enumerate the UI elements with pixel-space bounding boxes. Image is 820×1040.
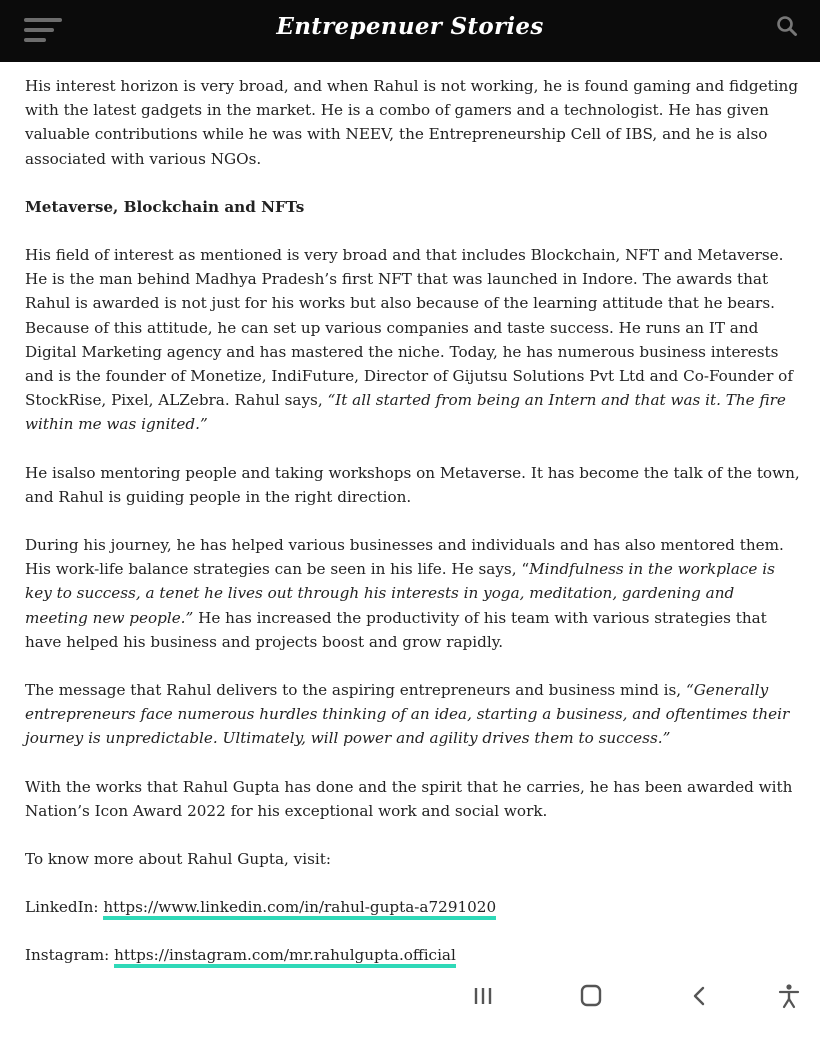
paragraph-text: He has increased the productivity of his team with various strategies that have helped his business and projects boost and grow rapidly. bbox=[25, 608, 767, 651]
paragraph-award: With the works that Rahul Gupta has done and the spirit that he carries, he has been awarded with Nation’s Icon Award 2022 for his exceptional work and social work. bbox=[25, 777, 793, 820]
recents-icon[interactable] bbox=[468, 982, 498, 1010]
linkedin-link[interactable]: https://www.linkedin.com/in/rahul-gupta-a7291020 bbox=[103, 898, 496, 920]
instagram-row bbox=[25, 943, 800, 967]
paragraph-mentoring: He isalso mentoring people and taking workshops on Metaverse. It has become the talk of the town, and Rahul is guiding people in the right direction. bbox=[25, 463, 800, 506]
top-app-bar bbox=[0, 0, 820, 62]
system-navigation-bar bbox=[0, 968, 820, 1024]
paragraph-text: The message that Rahul delivers to the aspiring entrepreneurs and business mind is, bbox=[25, 681, 686, 700]
search-icon[interactable] bbox=[776, 15, 798, 37]
paragraph-interests: His interest horizon is very broad, and when Rahul is not working, he is found gaming and fidgeting with the latest gadgets in the market. He is a combo of gamers and a technologist. He has given valuable contributions while he was with NEEV, the Entrepreneurship Cell of IBS, and he is also associated with various NGOs. bbox=[25, 77, 799, 168]
paragraph-journey bbox=[25, 533, 800, 654]
paragraph-visit: To know more about Rahul Gupta, visit: bbox=[25, 850, 331, 869]
linkedin-row bbox=[25, 895, 800, 919]
quote-text: “Generally entrepreneurs face numerous hurdles thinking of an idea, starting a business, and oftentimes their journey is unpredictable. Ultimately, will power and agility drives them to success.” bbox=[25, 681, 790, 748]
home-icon[interactable] bbox=[576, 982, 606, 1010]
site-title[interactable]: Entrepenuer Stories bbox=[276, 13, 544, 40]
paragraph-field-of-interest bbox=[25, 243, 800, 437]
paragraph-message bbox=[25, 678, 800, 751]
instagram-link[interactable]: https://instagram.com/mr.rahulgupta.official bbox=[114, 946, 456, 968]
quote-text: “It all started from being an Intern and that was it. The fire within me was ignited.” bbox=[25, 391, 786, 434]
accessibility-icon[interactable] bbox=[774, 982, 804, 1010]
back-icon[interactable] bbox=[684, 982, 714, 1010]
paragraph-text: During his journey, he has helped various businesses and individuals and has also mentored them. His work-life balance strategies can be seen in his life. He says, “ bbox=[25, 536, 784, 579]
paragraph-text: His field of interest as mentioned is very broad and that includes Blockchain, NFT and Metaverse. He is the man behind Madhya Pradesh’s first NFT that was launched in Indore. The awards that Rahul is awarded is not just for his works but also because of the learning attitude that he bears. Because of this attitude, he can set up various companies and taste success. He runs an IT and Digital Marketing agency and has mastered the niche. Today, he has numerous business interests and is the founder of Monetize, IndiFuture, Director of Gijutsu Solutions Pvt Ltd and Co-Founder of StockRise, Pixel, ALZebra. Rahul says, bbox=[25, 246, 793, 410]
quote-text: Mindfulness in the workplace is key to success, a tenet he lives out through his interests in yoga, meditation, gardening and meeting new people.” bbox=[25, 560, 775, 627]
section-heading: Metaverse, Blockchain and NFTs bbox=[25, 197, 305, 216]
instagram-label: Instagram: bbox=[25, 946, 115, 965]
article-body bbox=[25, 74, 800, 1040]
linkedin-label: LinkedIn: bbox=[25, 898, 104, 917]
